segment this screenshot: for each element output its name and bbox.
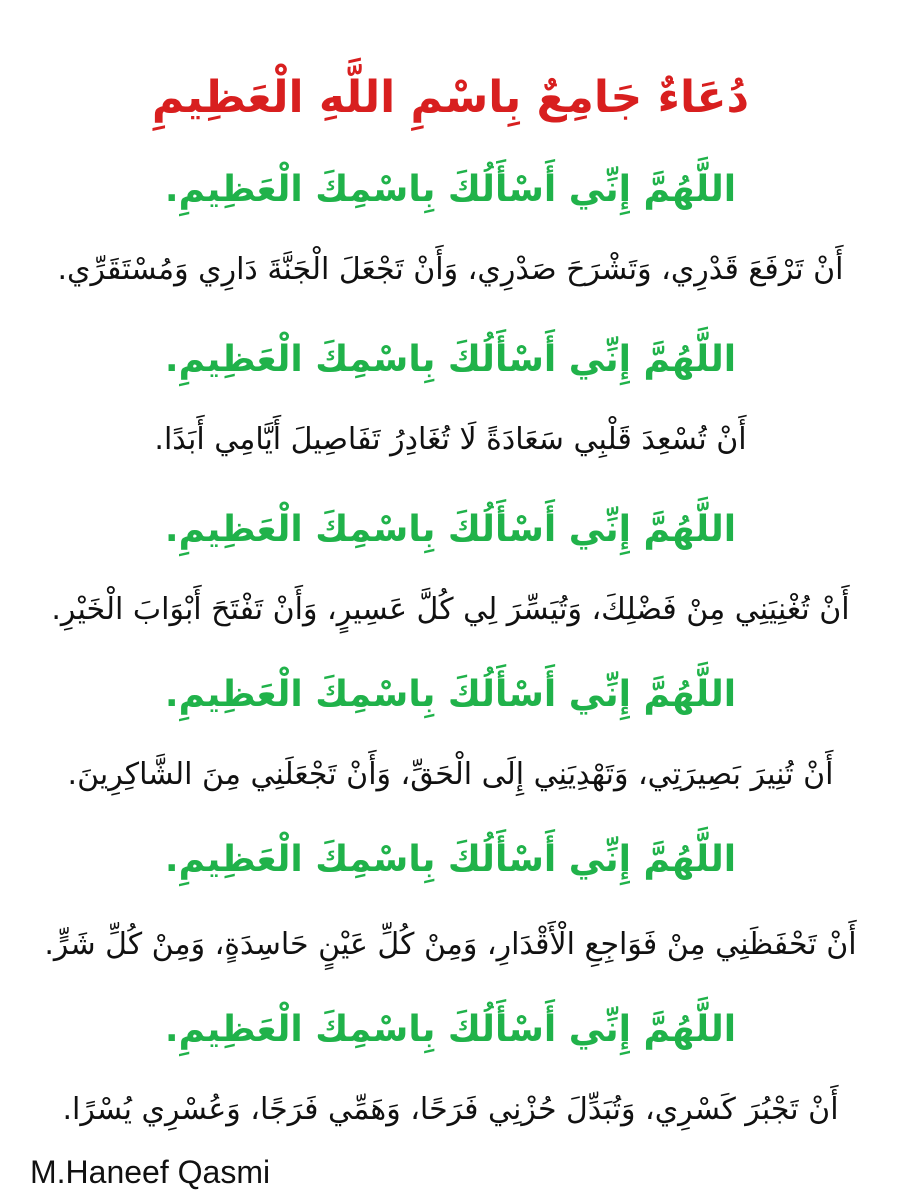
petition-line: أَنْ تَجْبُرَ كَسْرِي، وَتُبَدِّلَ حُزْنِي فَرَحًا، وَهَمِّي فَرَجًا، وَعُسْرِي يُسْرًا.	[62, 1092, 839, 1127]
page-title: دُعَاءٌ جَامِعٌ بِاسْمِ اللَّهِ الْعَظِيمِ	[151, 72, 750, 123]
invocation-line: اللَّهُمَّ إِنِّي أَسْأَلُكَ بِاسْمِكَ الْعَظِيمِ.	[164, 1009, 737, 1050]
invocation-line: اللَّهُمَّ إِنِّي أَسْأَلُكَ بِاسْمِكَ الْعَظِيمِ.	[164, 839, 737, 880]
petition-line: أَنْ تُغْنِيَنِي مِنْ فَضْلِكَ، وَتُيَسِّرَ لِي كُلَّ عَسِيرٍ، وَأَنْ تَفْتَحَ أَبْوَابَ الْخَيْرِ.	[51, 592, 850, 627]
invocation-line: اللَّهُمَّ إِنِّي أَسْأَلُكَ بِاسْمِكَ الْعَظِيمِ.	[164, 674, 737, 715]
petition-line: أَنْ تُنِيرَ بَصِيرَتِي، وَتَهْدِيَنِي إِلَى الْحَقِّ، وَأَنْ تَجْعَلَنِي مِنَ الشَّاكِرِينَ.	[67, 757, 834, 792]
petition-line: أَنْ تُسْعِدَ قَلْبِي سَعَادَةً لَا تُغَادِرُ تَفَاصِيلَ أَيَّامِي أَبَدًا.	[154, 422, 747, 457]
author-signature: M.Haneef Qasmi	[30, 1154, 271, 1190]
invocation-line: اللَّهُمَّ إِنِّي أَسْأَلُكَ بِاسْمِكَ الْعَظِيمِ.	[164, 339, 737, 380]
petition-line: أَنْ تَرْفَعَ قَدْرِي، وَتَشْرَحَ صَدْرِي، وَأَنْ تَجْعَلَ الْجَنَّةَ دَارِي وَمُسْتَقَرِّي.	[57, 252, 844, 287]
invocation-line: اللَّهُمَّ إِنِّي أَسْأَلُكَ بِاسْمِكَ الْعَظِيمِ.	[164, 169, 737, 210]
invocation-line: اللَّهُمَّ إِنِّي أَسْأَلُكَ بِاسْمِكَ الْعَظِيمِ.	[164, 509, 737, 550]
petition-line: أَنْ تَحْفَظَنِي مِنْ فَوَاجِعِ الْأَقْدَارِ، وَمِنْ كُلِّ عَيْنٍ حَاسِدَةٍ، وَمِنْ كُلِّ شَرٍّ.	[44, 927, 857, 962]
